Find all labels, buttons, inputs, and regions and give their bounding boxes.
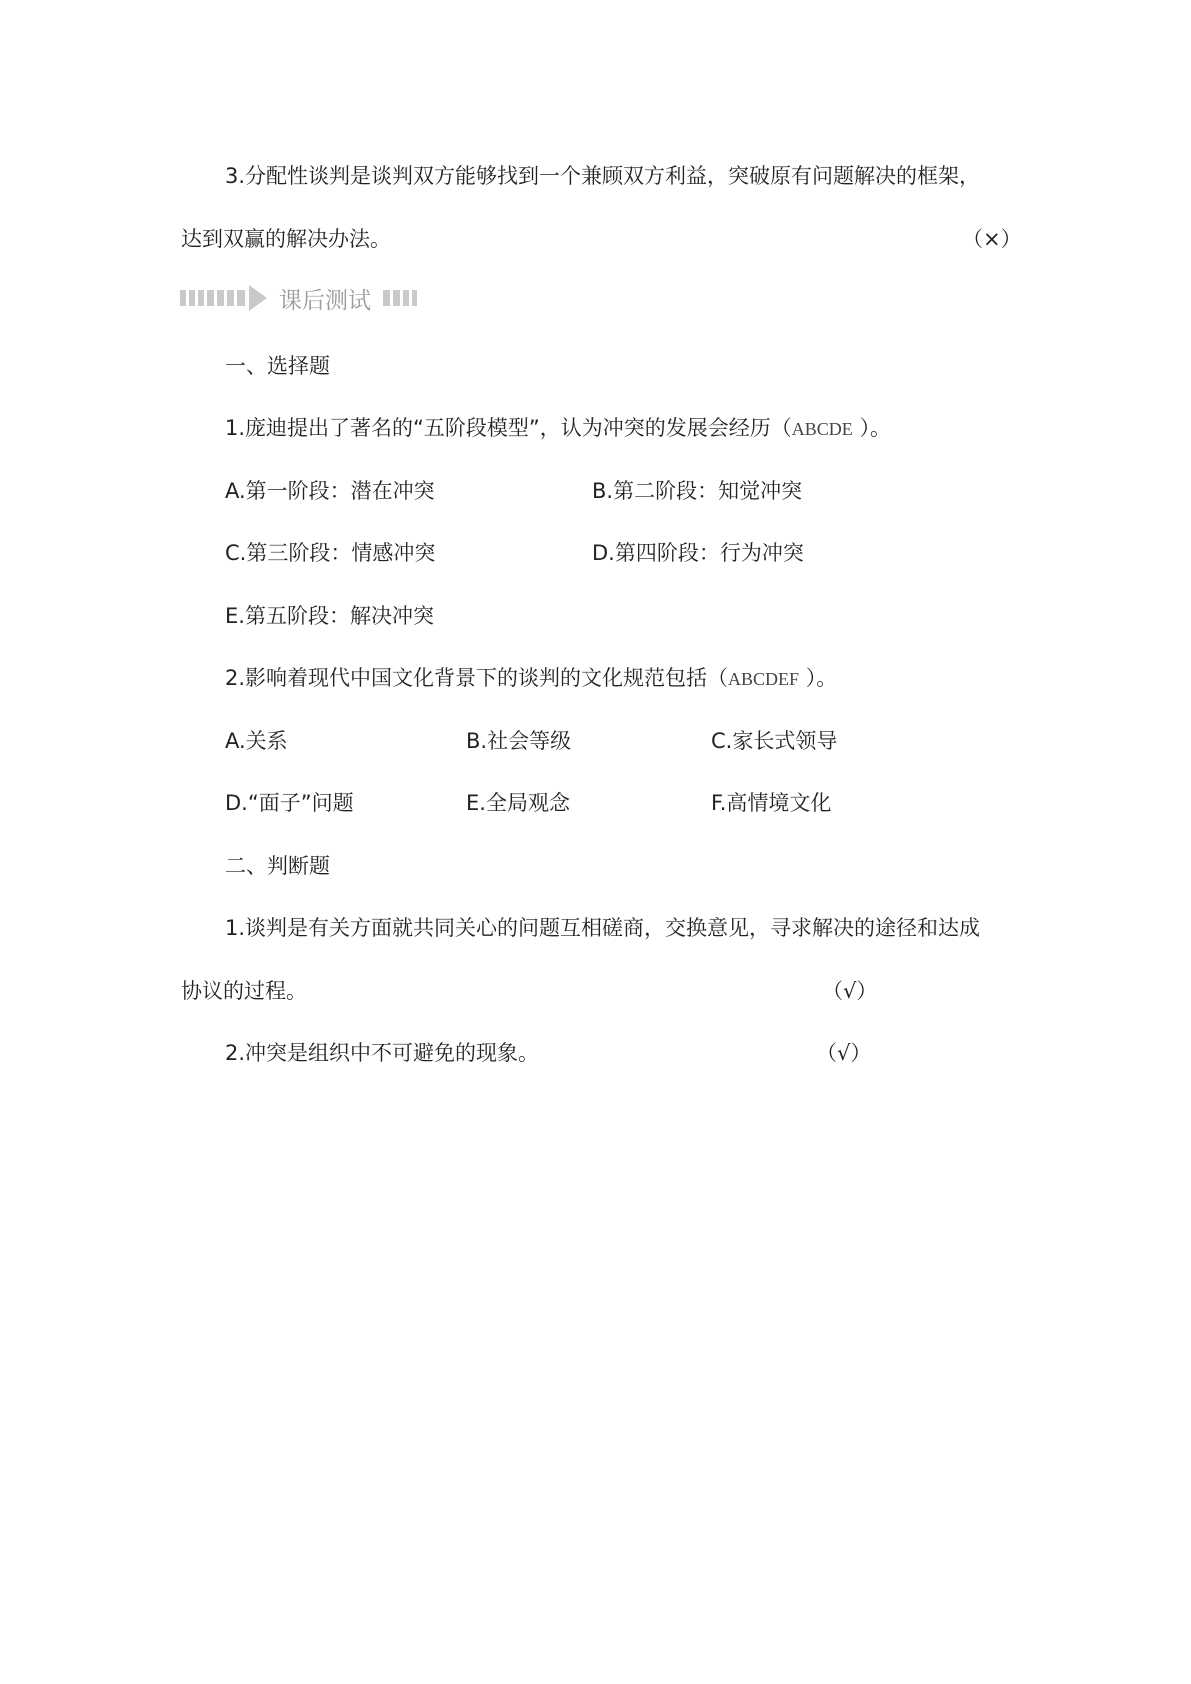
- tf-q2-answer-mark: （√）: [816, 1041, 872, 1065]
- q2-close: ）。: [805, 666, 838, 690]
- q2-option-a: A.关系: [225, 729, 288, 753]
- q1-option-d: D.第四阶段：行为冲突: [592, 541, 804, 565]
- q2-option-f: F.高情境文化: [711, 791, 832, 815]
- tf-q2-line: 2.冲突是组织中不可避免的现象。: [225, 1041, 540, 1065]
- q2-stem-line: [225, 663, 837, 694]
- stripes-left-icon: [180, 285, 267, 311]
- stripes-right-icon: [383, 290, 417, 306]
- section-title: 课后测试: [279, 287, 371, 314]
- section-banner: [180, 281, 417, 315]
- tf-q1-line-2: 协议的过程。: [181, 979, 307, 1003]
- q1-option-e: E.第五阶段：解决冲突: [225, 604, 434, 628]
- part1-heading: 一、选择题: [225, 354, 330, 378]
- q2-option-d: D.“面子”问题: [225, 791, 354, 815]
- q1-close: ）。: [859, 416, 891, 440]
- q2-answer: ABCDEF: [728, 669, 800, 689]
- q1-stem-line: [225, 413, 891, 444]
- tf-q1-answer-mark: （√）: [822, 979, 878, 1003]
- q1-option-c: C.第三阶段：情感冲突: [225, 541, 436, 565]
- intro-line-2: 达到双赢的解决办法。: [181, 227, 391, 251]
- q1-option-b: B.第二阶段：知觉冲突: [592, 479, 803, 503]
- arrow-right-icon: [249, 285, 267, 311]
- q1-stem: 1.庞迪提出了著名的“五阶段模型”，认为冲突的发展会经历（: [225, 416, 792, 440]
- intro-answer-mark: （×）: [962, 227, 1022, 251]
- q2-option-c: C.家长式领导: [711, 729, 838, 753]
- q1-answer: ABCDE: [791, 419, 853, 439]
- q2-option-e: E.全局观念: [466, 791, 570, 815]
- q1-option-a: A.第一阶段：潜在冲突: [225, 479, 435, 503]
- intro-line-1: 3.分配性谈判是谈判双方能够找到一个兼顾双方利益，突破原有问题解决的框架，: [225, 164, 981, 188]
- tf-q1-line-1: 1.谈判是有关方面就共同关心的问题互相磋商，交换意见，寻求解决的途径和达成: [225, 916, 981, 940]
- q2-option-b: B.社会等级: [466, 729, 572, 753]
- part2-heading: 二、判断题: [225, 854, 330, 878]
- q2-stem: 2.影响着现代中国文化背景下的谈判的文化规范包括（: [225, 666, 729, 690]
